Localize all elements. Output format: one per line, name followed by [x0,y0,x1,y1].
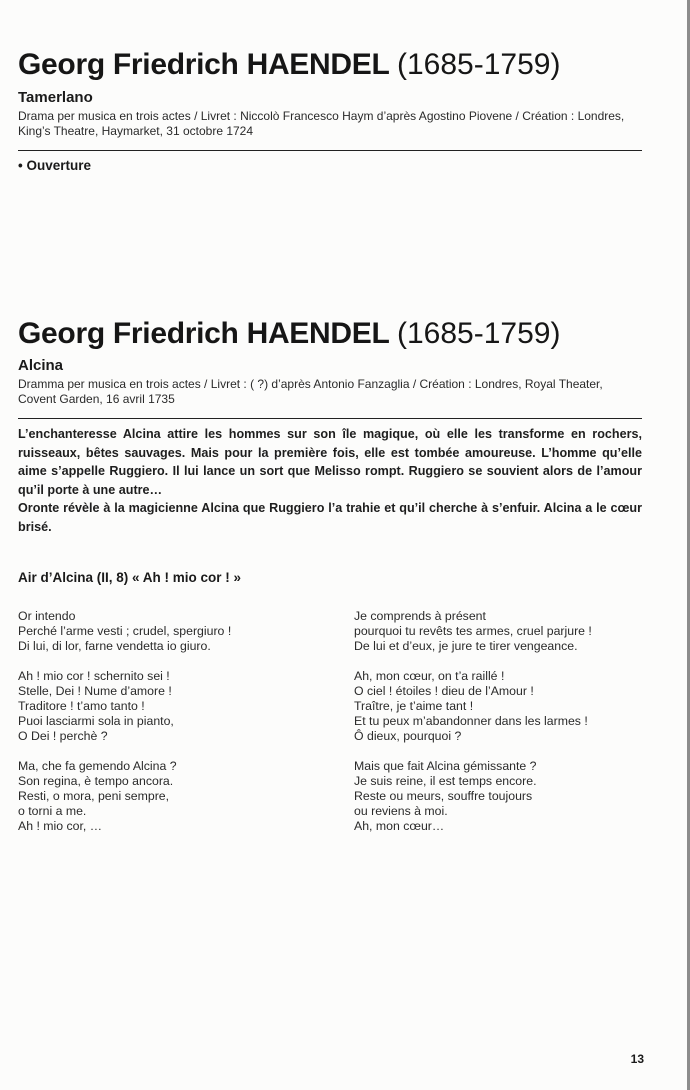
lyric-line: Ah, mon cœur… [354,819,445,833]
synopsis-paragraph: L’enchanteresse Alcina attire les hommes sur son île magique, où elle les transforme en rochers, ruisseaux, bêtes sauvages. Mais pour la première fois, elle est tombée amoureuse. L’homme qu’elle aime s’appelle Ruggiero. Il lui lance un sort que Melisso rompt. Ruggiero se souvient alors de l’amour qu’il porte à une autre… [18,427,642,497]
lyric-line: Son regina, è tempo ancora. [18,774,174,788]
opera-title-tamerlano: Tamerlano [18,89,93,106]
lyric-line: Mais que fait Alcina gémissante ? [354,759,537,773]
section-divider [18,418,642,419]
lyric-line: Traître, je t’aime tant ! [354,699,474,713]
stanza [18,609,338,654]
lyric-line: Ah ! mio cor ! schernito sei ! [18,669,170,683]
lyric-line: O ciel ! étoiles ! dieu de l’Amour ! [354,684,534,698]
opera-title-alcina: Alcina [18,357,64,374]
lyric-line: Perché l’arme vesti ; crudel, spergiuro ! [18,624,232,638]
lyric-line: o torni a me. [18,804,87,818]
lyric-line: De lui et d’eux, je jure te tirer vengeance. [354,639,578,653]
opera-info-alcina: Dramma per musica en trois actes / Livret : ( ?) d’après Antonio Fanzaglia / Création : Londres, Royal Theater, Covent Garden, 16 avril 1735 [18,377,603,406]
lyric-line: Traditore ! t’amo tanto ! [18,699,145,713]
stanza [18,669,338,744]
lyric-line: O Dei ! perchè ? [18,729,108,743]
synopsis [18,425,642,537]
stanza [354,669,674,744]
lyric-line: Reste ou meurs, souffre toujours [354,789,533,803]
italian-lyrics [18,609,338,849]
opera-info-tamerlano: Drama per musica en trois actes / Livret : Niccolò Francesco Haym d’après Agostino Piovene / Création : Londres, King’s Theatre, Haymarket, 31 octobre 1724 [18,109,625,138]
composer-name: Georg Friedrich HAENDEL [18,48,389,81]
lyric-line: Stelle, Dei ! Nume d’amore ! [18,684,172,698]
lyric-line: Di lui, di lor, farne vendetta io giuro. [18,639,211,653]
section-divider [18,150,642,151]
lyric-line: Resti, o mora, peni sempre, [18,789,170,803]
lyric-line: Or intendo [18,609,76,623]
composer-heading-1 [18,47,560,83]
stanza [354,609,674,654]
lyric-line: Ah ! mio cor, … [18,819,103,833]
air-title: Air d’Alcina (II, 8) « Ah ! mio cor ! » [18,570,242,585]
composer-dates: (1685-1759) [397,48,561,81]
lyric-line: pourquoi tu revêts tes armes, cruel parjure ! [354,624,592,638]
composer-dates: (1685-1759) [397,317,561,350]
lyric-line: Je suis reine, il est temps encore. [354,774,537,788]
lyric-line: Je comprends à présent [354,609,486,623]
lyric-line: Et tu peux m’abandonner dans les larmes ! [354,714,588,728]
lyric-line: ou reviens à moi. [354,804,448,818]
lyric-line: Ah, mon cœur, on t’a raillé ! [354,669,505,683]
synopsis-paragraph: Oronte révèle à la magicienne Alcina que Ruggiero l’a trahie et qu’il cherche à s’enfuir. Alcina a le cœur brisé. [18,501,642,534]
composer-heading-2 [18,316,560,352]
composer-name: Georg Friedrich HAENDEL [18,317,389,350]
lyric-line: Puoi lasciarmi sola in pianto, [18,714,174,728]
french-lyrics [354,609,674,849]
lyric-line: Ô dieux, pourquoi ? [354,729,462,743]
stanza [354,759,674,834]
stanza [18,759,338,834]
page-number: 13 [630,1052,644,1066]
piece-ouverture: • Ouverture [18,158,91,173]
lyric-line: Ma, che fa gemendo Alcina ? [18,759,177,773]
